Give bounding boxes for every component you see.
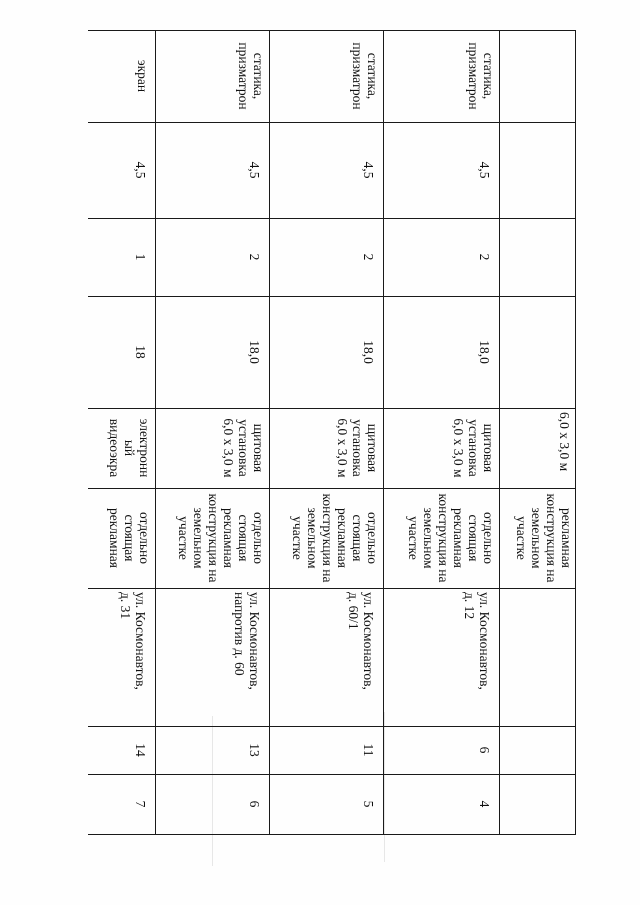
cell-tech: статика, призматрон — [466, 42, 496, 110]
cell-type: отдельно стоящая рекламная конструкция на земельном участке — [176, 493, 266, 583]
cell-sides: 2 — [361, 253, 376, 261]
cell-type: отдельно стоящая рекламная конструкция на земельном участке — [406, 493, 496, 583]
cell-years: 4,5 — [247, 161, 262, 179]
cell-num: 7 — [133, 800, 148, 808]
cell-sides: 2 — [477, 253, 492, 261]
cell-place: 11 — [361, 743, 376, 757]
rotated-table — [88, 30, 576, 834]
cell-tech: статика, призматрон — [350, 42, 380, 110]
cell-format: щитовая установка 6,0 х 3,0 м — [451, 418, 496, 478]
cell-place: 14 — [133, 743, 148, 757]
cell-num: 4 — [477, 800, 492, 808]
row-divider — [499, 30, 500, 834]
cell-num: 5 — [361, 800, 376, 808]
cell-format: щитовая установка 6,0 х 3,0 м — [221, 418, 266, 478]
cell-num: 6 — [247, 800, 262, 808]
cell-tech: статика, призматрон — [236, 42, 266, 110]
cell-fragment-size: 6,0 х 3,0 м — [557, 412, 572, 472]
cell-address: ул. Космонавтов, д. 60/1 — [346, 592, 376, 690]
cell-years: 4,5 — [361, 161, 376, 179]
cell-fragment-type: рекламная конструкция на земельном участке — [514, 493, 574, 583]
cell-area: 18,0 — [477, 340, 492, 364]
cell-years: 4,5 — [133, 161, 148, 179]
cell-sides: 2 — [247, 253, 262, 261]
cell-type: отдельно стоящая рекламная конструкция на земельном участке — [290, 493, 380, 583]
col-divider — [88, 834, 576, 835]
cell-type: отдельно стоящая рекламная — [107, 508, 152, 568]
cell-years: 4,5 — [477, 161, 492, 179]
cell-place: 6 — [477, 746, 492, 754]
cell-format: электронн ый видеоэкра — [107, 418, 152, 478]
col-divider — [88, 588, 576, 589]
cell-area: 18,0 — [247, 340, 262, 364]
cell-place: 13 — [247, 743, 262, 757]
cell-address: ул. Космонавтов, напротив д. 60 — [232, 592, 262, 690]
cell-tech: экран — [135, 59, 150, 93]
cell-sides: 1 — [133, 253, 148, 261]
cell-format: щитовая установка 6,0 х 3,0 м — [335, 418, 380, 478]
cell-address: ул. Космонавтов, д. 31 — [118, 592, 148, 690]
cell-address: ул. Космонавтов, д. 12 — [462, 592, 492, 690]
cell-area: 18 — [133, 345, 148, 359]
cell-area: 18,0 — [361, 340, 376, 364]
row-divider — [575, 30, 576, 834]
